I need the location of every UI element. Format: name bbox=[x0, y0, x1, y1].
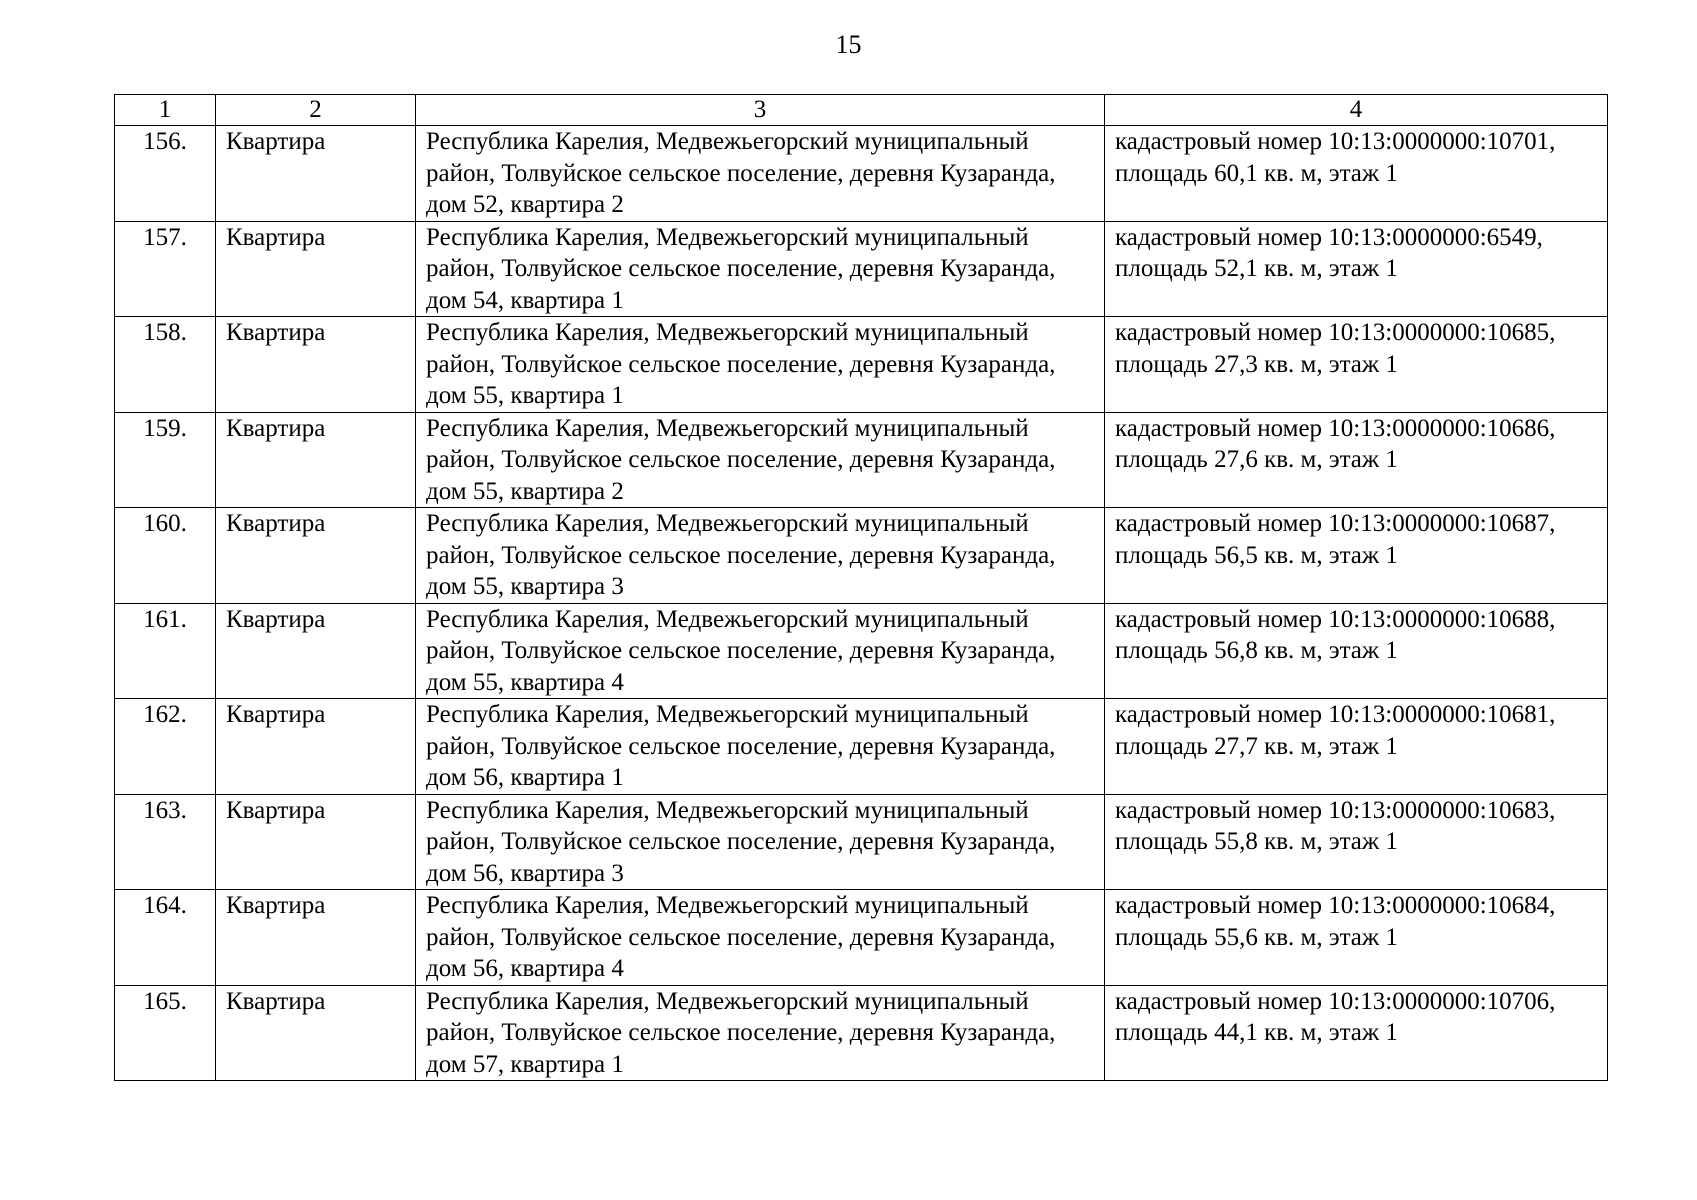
object-address: Республика Карелия, Медвежьегорский муниципальный район, Толвуйское сельское поселение, деревня Кузаранда, дом 55, квартира 2 bbox=[416, 412, 1105, 508]
table-row bbox=[115, 699, 1608, 795]
object-address: Республика Карелия, Медвежьегорский муниципальный район, Толвуйское сельское поселение, деревня Кузаранда, дом 54, квартира 1 bbox=[416, 221, 1105, 317]
column-header-1: 1 bbox=[115, 95, 216, 126]
table-row bbox=[115, 794, 1608, 890]
table-row bbox=[115, 412, 1608, 508]
row-number: 165. bbox=[115, 985, 216, 1081]
row-number: 156. bbox=[115, 126, 216, 222]
object-address: Республика Карелия, Медвежьегорский муниципальный район, Толвуйское сельское поселение, деревня Кузаранда, дом 56, квартира 3 bbox=[416, 794, 1105, 890]
table-header-row bbox=[115, 95, 1608, 126]
page-number: 15 bbox=[835, 30, 862, 59]
property-registry-table bbox=[114, 94, 1608, 1081]
object-details: кадастровый номер 10:13:0000000:10685, площадь 27,3 кв. м, этаж 1 bbox=[1105, 317, 1608, 413]
row-number: 163. bbox=[115, 794, 216, 890]
object-details: кадастровый номер 10:13:0000000:10683, площадь 55,8 кв. м, этаж 1 bbox=[1105, 794, 1608, 890]
object-address: Республика Карелия, Медвежьегорский муниципальный район, Толвуйское сельское поселение, деревня Кузаранда, дом 55, квартира 4 bbox=[416, 603, 1105, 699]
table-row bbox=[115, 317, 1608, 413]
column-header-2: 2 bbox=[216, 95, 416, 126]
object-details: кадастровый номер 10:13:0000000:10706, площадь 44,1 кв. м, этаж 1 bbox=[1105, 985, 1608, 1081]
object-type: Квартира bbox=[216, 890, 416, 986]
column-header-3: 3 bbox=[416, 95, 1105, 126]
object-details: кадастровый номер 10:13:0000000:10687, площадь 56,5 кв. м, этаж 1 bbox=[1105, 508, 1608, 604]
object-type: Квартира bbox=[216, 985, 416, 1081]
table-row bbox=[115, 890, 1608, 986]
object-details: кадастровый номер 10:13:0000000:10686, площадь 27,6 кв. м, этаж 1 bbox=[1105, 412, 1608, 508]
row-number: 157. bbox=[115, 221, 216, 317]
column-header-4: 4 bbox=[1105, 95, 1608, 126]
object-type: Квартира bbox=[216, 412, 416, 508]
row-number: 158. bbox=[115, 317, 216, 413]
object-type: Квартира bbox=[216, 221, 416, 317]
object-type: Квартира bbox=[216, 794, 416, 890]
table-row bbox=[115, 508, 1608, 604]
object-type: Квартира bbox=[216, 317, 416, 413]
row-number: 160. bbox=[115, 508, 216, 604]
object-type: Квартира bbox=[216, 126, 416, 222]
object-details: кадастровый номер 10:13:0000000:10701, площадь 60,1 кв. м, этаж 1 bbox=[1105, 126, 1608, 222]
object-details: кадастровый номер 10:13:0000000:6549, площадь 52,1 кв. м, этаж 1 bbox=[1105, 221, 1608, 317]
row-number: 161. bbox=[115, 603, 216, 699]
object-type: Квартира bbox=[216, 699, 416, 795]
object-details: кадастровый номер 10:13:0000000:10684, площадь 55,6 кв. м, этаж 1 bbox=[1105, 890, 1608, 986]
object-details: кадастровый номер 10:13:0000000:10681, площадь 27,7 кв. м, этаж 1 bbox=[1105, 699, 1608, 795]
object-address: Республика Карелия, Медвежьегорский муниципальный район, Толвуйское сельское поселение, деревня Кузаранда, дом 52, квартира 2 bbox=[416, 126, 1105, 222]
table-row bbox=[115, 603, 1608, 699]
table-row bbox=[115, 985, 1608, 1081]
object-details: кадастровый номер 10:13:0000000:10688, площадь 56,8 кв. м, этаж 1 bbox=[1105, 603, 1608, 699]
row-number: 162. bbox=[115, 699, 216, 795]
table-row bbox=[115, 221, 1608, 317]
object-address: Республика Карелия, Медвежьегорский муниципальный район, Толвуйское сельское поселение, деревня Кузаранда, дом 56, квартира 1 bbox=[416, 699, 1105, 795]
object-type: Квартира bbox=[216, 508, 416, 604]
object-address: Республика Карелия, Медвежьегорский муниципальный район, Толвуйское сельское поселение, деревня Кузаранда, дом 56, квартира 4 bbox=[416, 890, 1105, 986]
object-type: Квартира bbox=[216, 603, 416, 699]
table-row bbox=[115, 126, 1608, 222]
object-address: Республика Карелия, Медвежьегорский муниципальный район, Толвуйское сельское поселение, деревня Кузаранда, дом 57, квартира 1 bbox=[416, 985, 1105, 1081]
object-address: Республика Карелия, Медвежьегорский муниципальный район, Толвуйское сельское поселение, деревня Кузаранда, дом 55, квартира 1 bbox=[416, 317, 1105, 413]
object-address: Республика Карелия, Медвежьегорский муниципальный район, Толвуйское сельское поселение, деревня Кузаранда, дом 55, квартира 3 bbox=[416, 508, 1105, 604]
row-number: 164. bbox=[115, 890, 216, 986]
row-number: 159. bbox=[115, 412, 216, 508]
